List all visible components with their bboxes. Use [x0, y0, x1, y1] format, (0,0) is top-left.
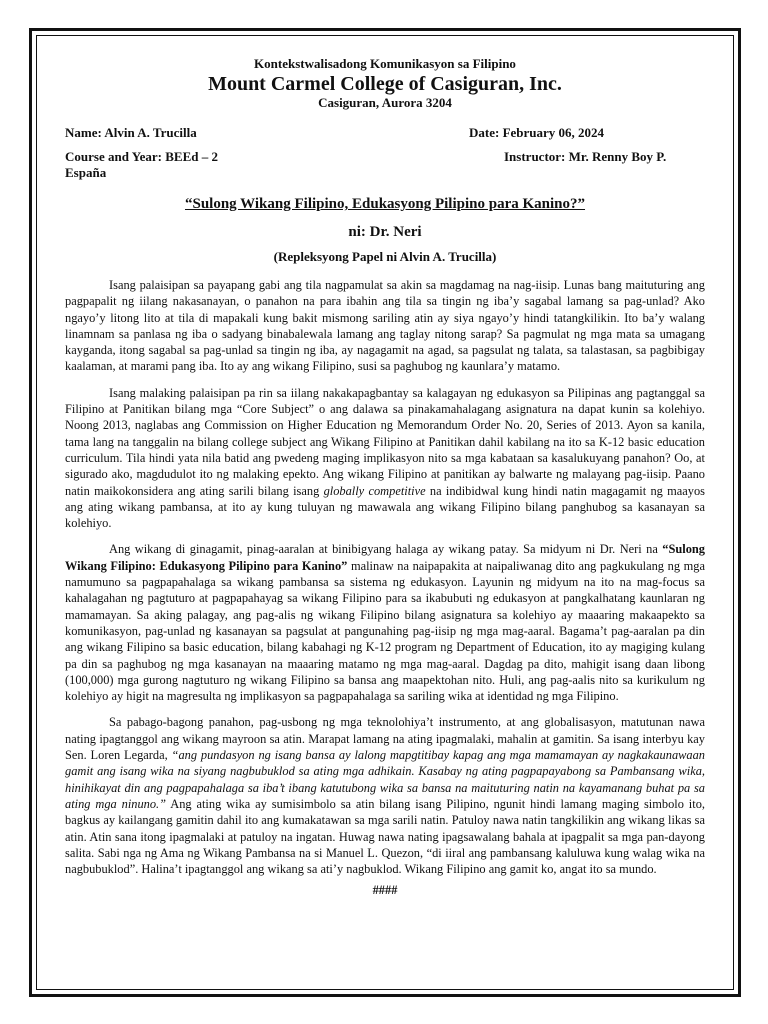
paragraph-text: malinaw na naipapakita at naipaliwanag dito ang pagkukulang ng mga namumuno sa pagpapahalaga sa wikang pambansa sa sistema ng edukasyon. Layunin ng midyum na ito na mag-focus sa kahalagahan ng pagtuturo at pagpapahayag sa wikang Filipino para sa ikabubuti ng edukasyon at pangkalhatang kaunlaran ng mamamayan. Sa aking palagay, ang pag-alis ng wikang Filipino bilang asignatura sa kolehiyo ay maaaring makaapekto sa komunikasyon, pag-unlad ng kasanayan sa pagsulat at pangunahing pag-iisip ng mga mag-aaral. Bagama’t pag-aaralan pa din ang wikang Filipino sa basic education, bilang kabahagi ng K-12 program ng Department of Education, ito ay magiging kulang pa din sa paghubog ng mga kasanayan na maaaring matamo ng mga mag-aaral. Dagdag pa dito, mahigit isang daan libong (100,000) mga gurong nagtuturo ng wikang Filipino sa bansa ang maapektohan nito. Huli, ang pag-aalis nito sa kurikulum ng kolehiyo ay higit na magresulta ng implikasyon sa pagpapahalaga sa sariling wika at identidad ng mga Filipino.	[65, 558, 705, 704]
page-border	[29, 28, 741, 997]
course-title: Kontekstwalisadong Komunikasyon sa Filipino	[254, 56, 516, 71]
info-row-2	[65, 149, 705, 165]
end-mark: ####	[372, 883, 398, 898]
submission-date: Date: February 06, 2024	[469, 125, 605, 140]
paragraph-2	[65, 385, 705, 532]
emphasis-text: globally competitive	[323, 483, 426, 498]
school-name: Mount Carmel College of Casiguran, Inc.	[208, 73, 562, 95]
paragraph-text: Ang wikang di ginagamit, pinag-aaralan at binibigyang halaga ay wikang patay. Sa midyum ni Dr. Neri na	[109, 542, 663, 557]
info-row-1	[65, 125, 705, 141]
student-name: Name: Alvin A. Trucilla	[65, 125, 197, 140]
school-address: Casiguran, Aurora 3204	[318, 95, 452, 110]
quote-text: “ang pundasyon ng isang bansa ay lalong mapgtitibay kapag ang mga mamamayan ay nagkakaunawaan gamit ang isang wika na siyang nagbubuklod sa ating mga adhikain. Kasabay ng ating pagpapayabong sa Pambansang wika, hinihikayat din ang pagpapahalaga sa iba’t ibang katutubong wika sa bansa na maituturing natin na kayamanang buhat pa sa ating mga ninuno.”	[65, 748, 705, 811]
paragraph-4	[65, 714, 705, 877]
document-body	[36, 35, 734, 990]
instructor: Instructor: Mr. Renny Boy P.	[504, 149, 667, 164]
essay-subtitle: (Repleksyong Papel ni Alvin A. Trucilla)	[273, 249, 497, 264]
essay-title: “Sulong Wikang Filipino, Edukasyong Pilipino para Kanino?”	[184, 196, 586, 212]
paragraph-text: Sa pabago-bagong panahon, pag-usbong ng mga teknolohiya’t instrumento, at ang globalisasyon, matutunan nawa nating ipagtanggol ang wikang mayroon sa atin. Marapat lamang na ating ipagmalaki, mahalin at gamitin. Sa isang interbyu kay Sen. Loren Legarda,	[65, 715, 705, 763]
course-year: Course and Year: BEEd – 2	[65, 149, 219, 164]
paragraph-text: Isang malaking palaisipan pa rin sa iilang nakakapagbantay sa kalagayan ng edukasyon sa Pilipinas ang pagtanggal sa Filipino at Panitikan bilang mga “Core Subject” o ang dalawa sa pinakamahalagang asignatura na dapat kunin sa kolehiyo. Noong 2013, naglabas ang Commission on Higher Education ng Memorandum Order No. 20, Series of 2013. Ayon sa kanila, tama lang na tanggalin na bilang college subject ang Wikang Filipino at Panitikan dahil kabilang na ito sa K-12 basic education curriculum. Tila hindi yata nila batid ang pwedeng maging implikasyon nito sa mga kabataan sa kasalukuyang panahon? Oo, at sigurado ako, magdudulot ito ng malaking epekto. Ang wikang Filipino at panitikan ay balwarte ng malayang pag-iisip. Paano natin maikokonsidera ang ating sarili bilang isang	[65, 385, 705, 498]
instructor-continued: España	[65, 165, 107, 180]
essay-author: ni: Dr. Neri	[348, 224, 422, 240]
paragraph-text: na indibidwal kung hindi natin magagamit ng maayos ang ating wikang pambansa, at ito ay kung tuluyan ng mawawala ang wikang Filipino bilang panghubog sa kasanayan sa kolehiyo.	[65, 483, 705, 531]
paragraph-3	[65, 541, 705, 704]
bold-title-reference: “Sulong Wikang Filipino: Edukasyong Pilipino para Kanino”	[65, 542, 705, 573]
paragraph-1: Isang palaisipan sa payapang gabi ang tila nagpamulat sa akin sa magdamag na nag-iisip. Lunas bang maituturing ang pagpapalit ng iilang nakasanayan, o panahon na para ibahin ang tila sa tingin ng iba’y sagabal lamang sa pag-unlad? Ako ngayo’y litong lito at tila di mapakali kung bakit mismong sariling atin ay siya ngayo’y hindi tatangkilikin. Ito ba’y walang linamnam sa panlasa ng iba o sadyang binabalewala lamang ang taglay nitong sarap? Sa pagmulat ng mga mata sa umagang kayganda, itong sagabal sa pag-unlad sa tingin ng iba, ay nagagamit na agad, sa pagsulat ng talata, sa talastasan, sa pagbibigay kaalaman, at marami pang iba. Ito ay ang wikang Filipino, susi sa paghubog ng kaunlara’y matamo.	[65, 278, 705, 374]
info-row-3	[65, 165, 705, 181]
document-header	[65, 56, 705, 111]
paragraph-text: Ang ating wika ay sumisimbolo sa atin bilang isang Pilipino, ngunit hindi lamang maging simbolo ito, bagkus ay kailangang gamitin dahil ito ang kumakatawan sa mga sarili natin. Patuloy nawa natin tangkilikin ang wikang likas sa atin. Atin sana itong ipagmalaki at patuloy na ingatan. Huwag nawa nating ipagsawalang bahala at ipagpalit sa mga pan-dayong salita. Sabi nga ng Ama ng Wikang Pambansa na si Manuel L. Quezon, “di iiral ang pambansang kaluluwa kung walag wika na nagbubuklod”. Halina’t ipagtanggol ang wikang sa ati’y nagbuklod. Wikang Filipino ang gamit ko, angat ito sa mundo.	[65, 796, 705, 877]
